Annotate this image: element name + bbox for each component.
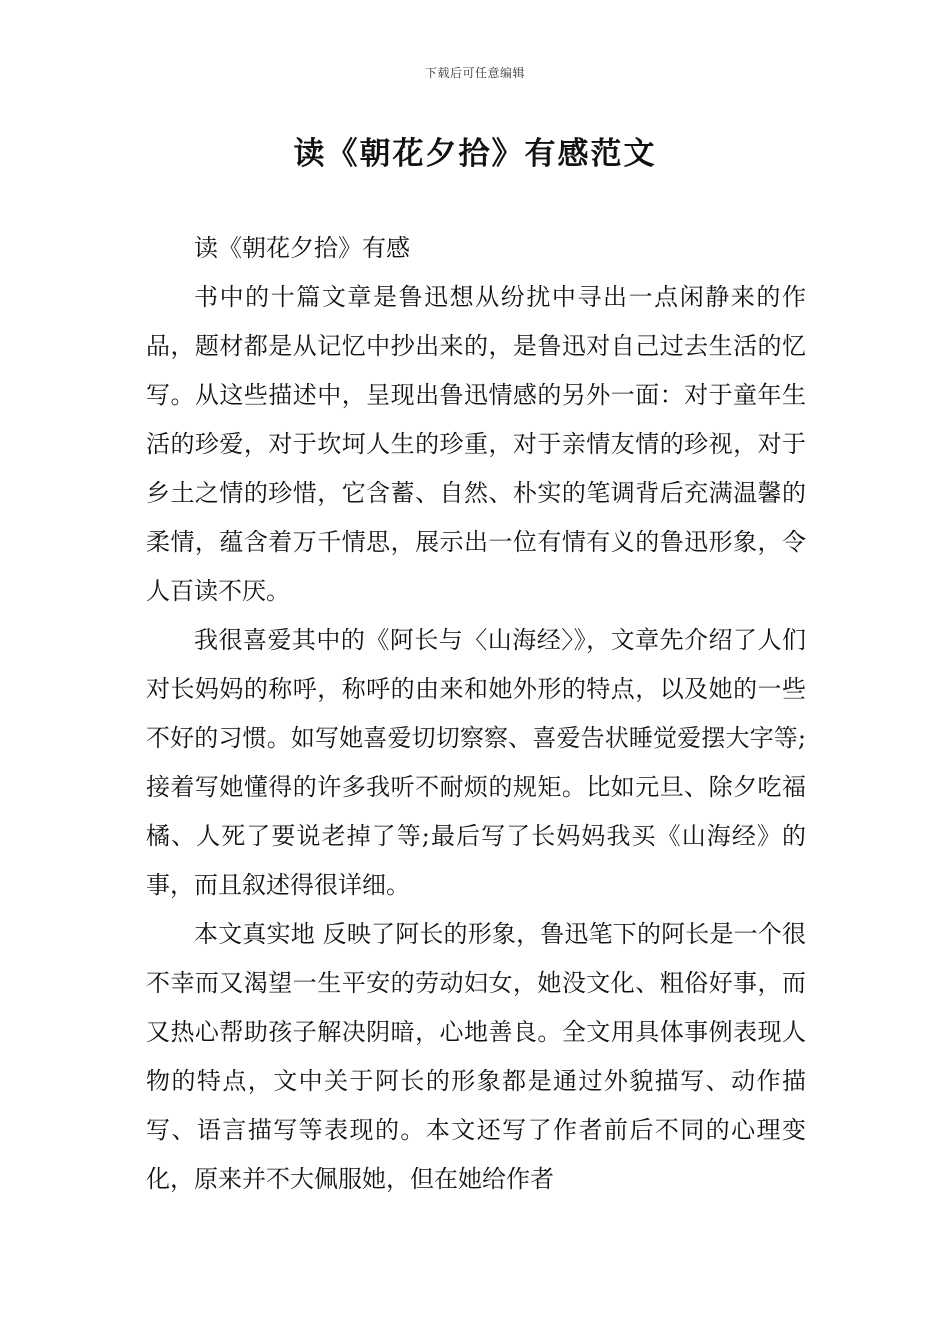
document-title: 读《朝花夕拾》有感范文 (293, 136, 657, 172)
header-note: 下载后可任意编辑 (424, 66, 525, 80)
document-body (146, 224, 806, 1204)
paragraph: 书中的十篇文章是鲁迅想从纷扰中寻出一点闲静来的作品，题材都是从记忆中抄出来的，是鲁迅对自己过去生活的忆写。从这些描述中，呈现出鲁迅情感的另外一面：对于童年生活的珍爱，对于坎坷人生的珍重，对于亲情友情的珍视，对于乡土之情的珍惜，它含蓄、自然、朴实的笔调背后充满温馨的柔情，蕴含着万千情思，展示出一位有情有义的鲁迅形象，令人百读不厌。 (146, 283, 806, 605)
paragraph: 本文真实地 反映了阿长的形象，鲁迅笔下的阿长是一个很不幸而又渴望一生平安的劳动妇女，她没文化、粗俗好事，而又热心帮助孩子解决阴暗，心地善良。全文用具体事例表现人物的特点，文中关于阿长的形象都是通过外貌描写、动作描写、语言描写等表现的。本文还写了作者前后不同的心理变化，原来并不大佩服她，但在她给作者 (146, 920, 806, 1193)
paragraph-subtitle: 读《朝花夕拾》有感 (194, 234, 410, 262)
paragraph: 我很喜爱其中的《阿长与〈山海经〉》，文章先介绍了人们对长妈妈的称呼，称呼的由来和她外形的特点，以及她的一些不好的习惯。如写她喜爱切切察察、喜爱告状睡觉爱摆大字等;接着写她懂得的许多我听不耐烦的规矩。比如元旦、除夕吃福橘、人死了要说老掉了等;最后写了长妈妈我买《山海经》的事，而且叙述得很详细。 (146, 626, 806, 899)
